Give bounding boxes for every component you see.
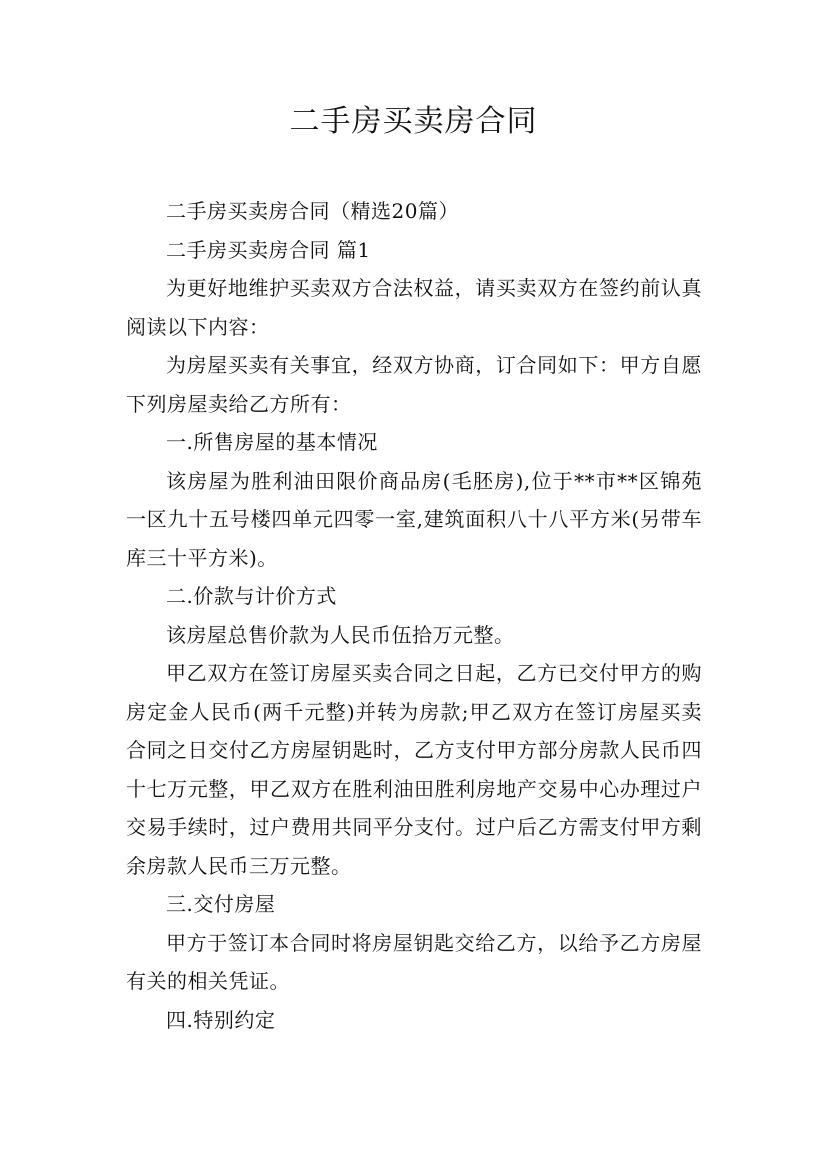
document-title: 二手房买卖房合同 bbox=[289, 104, 538, 139]
heading-special-terms: 四.特别约定 bbox=[166, 1007, 276, 1032]
paragraph-intro: 为更好地维护买卖双方合法权益，请买卖双方在签约前认真阅读以下内容： bbox=[126, 276, 702, 339]
heading-basic-info: 一.所售房屋的基本情况 bbox=[166, 430, 378, 454]
paragraph-subtitle: 二手房买卖房合同（精选20篇） bbox=[166, 199, 459, 223]
paragraph-delivery-terms: 甲方于签订本合同时将房屋钥匙交给乙方，以给予乙方房屋有关的相关凭证。 bbox=[126, 930, 702, 993]
heading-price: 二.价款与计价方式 bbox=[166, 584, 337, 608]
paragraph-property-description: 该房屋为胜利油田限价商品房(毛胚房),位于**市**区锦苑一区九十五号楼四单元四零一室,建筑面积八十八平方米(另带车库三十平方米)。 bbox=[126, 468, 702, 570]
paragraph-section-label: 二手房买卖房合同 篇1 bbox=[166, 237, 371, 262]
paragraph-payment-terms: 甲乙双方在签订房屋买卖合同之日起，乙方已交付甲方的购房定金人民币(两千元整)并转为房款;甲乙双方在签订房屋买卖合同之日交付乙方房屋钥匙时，乙方支付甲方部分房款人民币四十七万元整，甲乙双方在胜利油田胜利房地产交易中心办理过户交易手续时，过户费用共同平分支付。过户后乙方需支付甲方剩余房款人民币三万元整。 bbox=[126, 661, 702, 878]
document-body bbox=[126, 192, 702, 1039]
paragraph-total-price: 该房屋总售价款为人民币伍拾万元整。 bbox=[166, 622, 515, 647]
heading-delivery: 三.交付房屋 bbox=[166, 892, 276, 916]
paragraph-agreement: 为房屋买卖有关事宜，经双方协商，订合同如下：甲方自愿下列房屋卖给乙方所有： bbox=[126, 353, 702, 416]
